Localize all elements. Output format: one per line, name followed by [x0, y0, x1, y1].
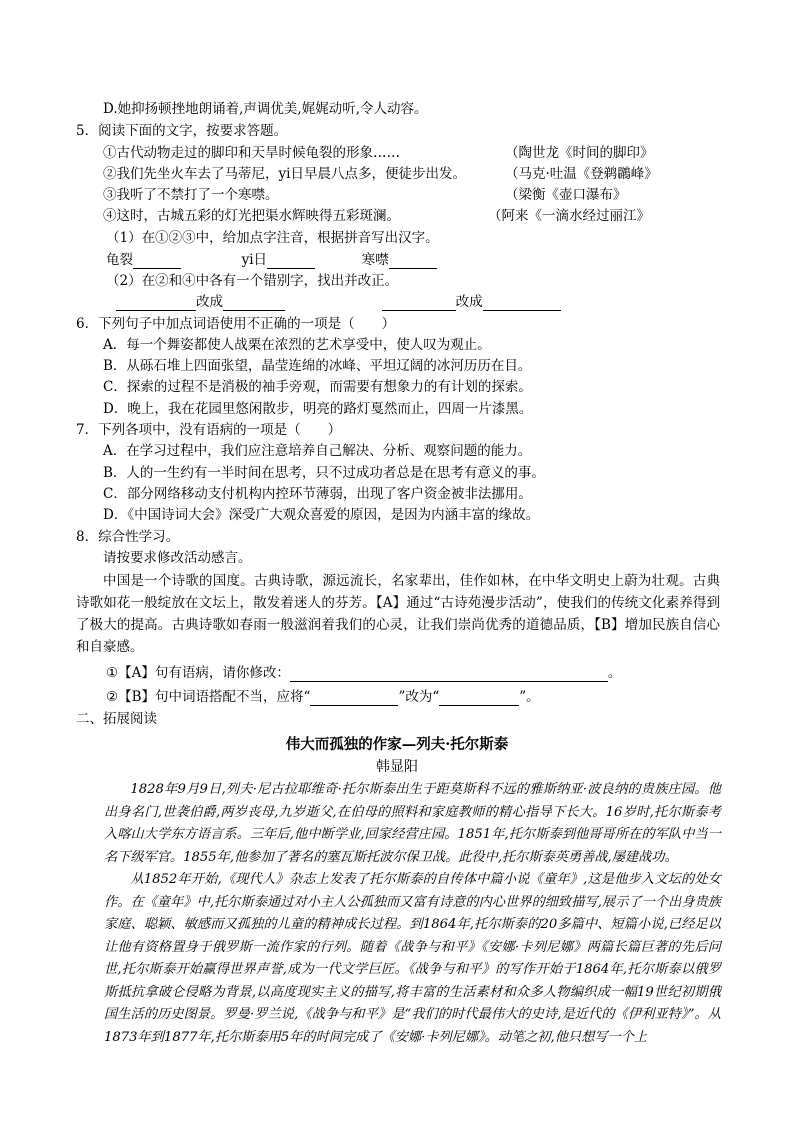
q8-sub2-row — [106, 688, 540, 706]
q5-item-4: ④这时，古城五彩的灯光把渠水辉映得五彩斑澜。 — [103, 208, 400, 224]
blank-label-3: 寒噤 — [361, 252, 389, 268]
q5-sub1: （1）在①②③中，给加点字注音，根据拼音写出汉字。 — [106, 230, 439, 246]
wrong-char-blank-2[interactable] — [382, 296, 456, 311]
q5-item-2: ②我们先坐火车去了马蒂尼，yi日早晨八点多，便徒步出发。 — [103, 166, 466, 182]
q6-stem: 6．下列句子中加点词语使用不正确的一项是（ ） — [76, 316, 396, 332]
q5-stem: 5．阅读下面的文字，按要求答题。 — [76, 123, 288, 139]
q7-option-c: C．部分网络移动支付机构内控环节薄弱，出现了客户资金被非法挪用。 — [103, 486, 532, 502]
article-title: 伟大而孤独的作家—列夫·托尔斯泰 — [285, 736, 509, 753]
q8-sub2-mid: ”改为“ — [398, 689, 440, 705]
answer-blank-3[interactable] — [389, 254, 437, 269]
q8-sub1-row — [106, 664, 621, 682]
correct-char-blank-1[interactable] — [223, 296, 285, 311]
q8-sub1-end: 。 — [607, 665, 622, 681]
q7-option-a: A．在学习过程中，我们应注意培养自己解决、分析、观察问题的能力。 — [103, 443, 532, 459]
q4-option-d: D.她抑扬顿挫地朗诵着,声调优美,娓娓动听,令人动容。 — [103, 101, 428, 117]
q5-blank-row — [106, 251, 437, 269]
q8-stem: 8．综合性学习。 — [76, 529, 180, 545]
q8-sub2-end: ”。 — [519, 689, 540, 705]
q6-option-c: C．探索的过程不是消极的袖手旁观，而需要有想象力的有计划的探索。 — [103, 379, 532, 395]
q5-item-3-source: （梁衡《壶口瀑布》 — [505, 187, 627, 203]
correct-char-blank-2[interactable] — [483, 296, 561, 311]
article-body — [104, 779, 721, 1049]
answer-blank-2[interactable] — [267, 254, 315, 269]
q6-option-a: A．每一个舞姿都使人战栗在浓烈的艺术享受中，使人叹为观止。 — [103, 337, 491, 353]
q5-item-1: ①古代动物走过的脚印和天旱时候龟裂的形象…… — [103, 145, 400, 161]
article-author: 韩显阳 — [376, 759, 418, 775]
article-paragraph-1: 1828年9月9日,列夫·尼古拉耶维奇·托尔斯泰出生于距莫斯科不远的雅斯纳亚·波良纳的贵族庄园。他出身名门,世袭伯爵,两岁丧母,九岁逝父,在伯母的照料和家庭教师的精心指导下长大。16岁时,托尔斯泰考入喀山大学东方语言系。三年后,他中断学业,回家经营庄园。1851年,托尔斯泰到他哥哥所在的军队中当一名下级军官。1855年,他参加了著名的塞瓦斯托波尔保卫战。此役中,托尔斯泰英勇善战,屡建战功。 — [104, 782, 721, 865]
q5-item-3: ③我听了不禁打了一个寒噤。 — [103, 187, 279, 203]
q7-option-b: B．人的一生约有一半时间在思考，只不过成功者总是在思考有意义的事。 — [103, 465, 545, 481]
q8-sub1-label: ①【A】句有语病，请你修改： — [106, 665, 290, 681]
q8-passage: 中国是一个诗歌的国度。古典诗歌，源远流长，名家辈出，佳作如林，在中华文明史上蔚为壮观。古典诗歌如花一般绽放在文坛上，散发着迷人的芬芳。【A】通过“古诗苑漫步活动”，使我们的传统文化素养得到了极大的提高。古典诗歌如春雨一般滋润着我们的心灵，让我们崇尚优秀的道德品质，【B】增加民族自信心和自豪感。 — [76, 573, 720, 655]
blank-label-2: yi日 — [241, 252, 268, 268]
q5-item-4-source: （阿来《一滴水经过丽江》 — [488, 208, 650, 224]
wrong-char-blank-1[interactable] — [116, 296, 196, 311]
answer-blank-1[interactable] — [133, 254, 181, 269]
q7-stem: 7．下列各项中，没有语病的一项是（ ） — [76, 422, 342, 438]
section-heading-extended-reading: 二、拓展阅读 — [76, 711, 157, 727]
q8-sub1-answer-blank[interactable] — [290, 667, 608, 682]
q5-correction-row — [116, 293, 561, 311]
q8-instruction: 请按要求修改活动感言。 — [103, 550, 252, 566]
q8-sub2-replacement-blank[interactable] — [439, 691, 519, 706]
q6-option-b: B．从砾石堆上四面张望，晶莹连绵的冰峰、平坦辽阔的冰河历历在目。 — [103, 358, 532, 374]
article-paragraph-2: 从1852年开始,《现代人》杂志上发表了托尔斯泰的自传体中篇小说《童年》,这是他步入文坛的处女作。在《童年》中,托尔斯泰通过对小主人公孤独而又富有诗意的内心世界的细致描写,展示了一个出身贵族家庭、聪颖、敏感而又孤独的儿童的精神成长过程。到1864年,托尔斯泰的20多篇中、短篇小说,已经足以让他有资格置身于俄罗斯一流作家的行列。随着《战争与和平》《安娜·卡列尼娜》两篇长篇巨著的先后问世,托尔斯泰开始赢得世界声誉,成为一代文学巨匠。《战争与和平》的写作开始于1864年,托尔斯泰以俄罗斯抵抗拿破仑侵略为背景,以高度现实主义的描写,将丰富的生活素材和众多人物编织成一幅19世纪初期俄国生活的历史图景。罗曼·罗兰说,《战争与和平》是“我们的时代最伟大的史诗,是近代的《伊利亚特》”。从1873年到1877年,托尔斯泰用5年的时间完成了《安娜·卡列尼娜》。动笔之初,他只想写一个上 — [104, 872, 721, 1045]
blank-label-1: 龟裂 — [106, 252, 133, 268]
q8-sub2-label: ②【B】句中词语搭配不当，应将“ — [106, 689, 311, 705]
correction-word-2: 改成 — [455, 294, 483, 310]
q5-item-2-source: （马克·吐温《登鹈鸊峰》 — [505, 166, 658, 182]
q5-item-1-source: （陶世龙《时间的脚印》 — [505, 145, 654, 161]
q6-option-d: D．晚上，我在花园里悠闲散步，明亮的路灯戛然而止，四周一片漆黑。 — [103, 401, 533, 417]
q5-sub2: （2）在②和④中各有一个错别字，找出并改正。 — [106, 273, 399, 289]
q7-option-d: D．《中国诗词大会》深受广大观众喜爱的原因，是因为内涵丰富的缘故。 — [103, 507, 540, 523]
q8-sub2-original-blank[interactable] — [310, 691, 398, 706]
correction-word-1: 改成 — [196, 294, 223, 310]
